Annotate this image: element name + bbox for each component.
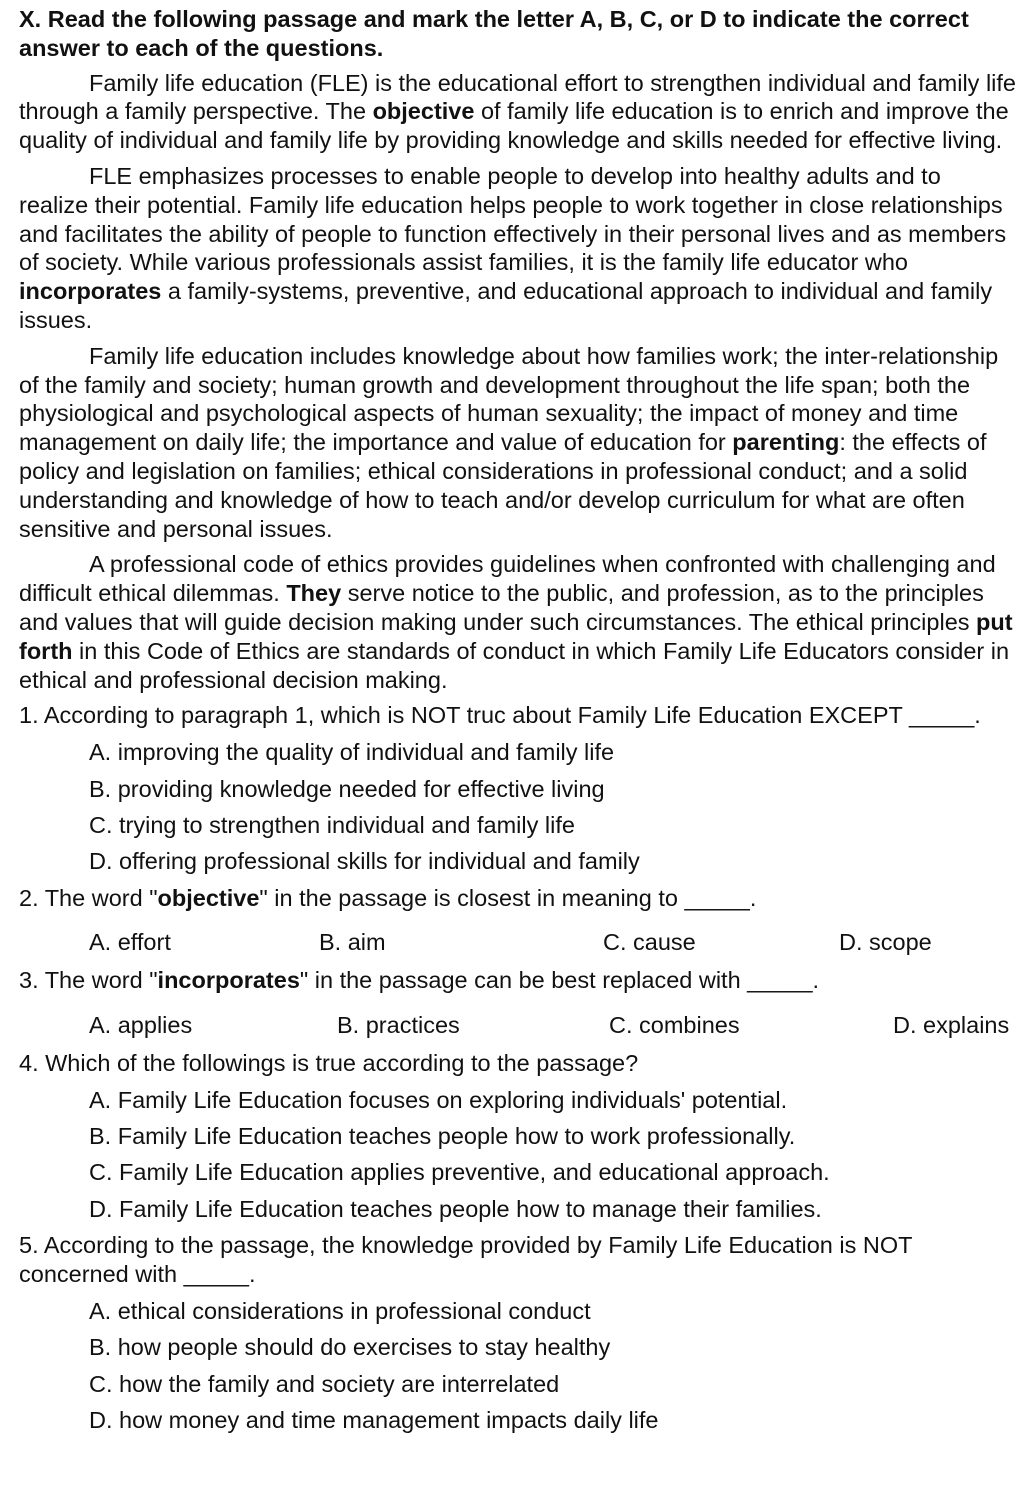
paragraph-text: A professional code of ethics provides guidelines when confronted with challenging and difficult ethical dilemmas. <box>19 551 996 607</box>
question-5 <box>19 1231 1016 1435</box>
option-d[interactable]: D. how money and time management impacts daily life <box>89 1407 659 1433</box>
option-c[interactable]: C. combines <box>609 1012 740 1039</box>
paragraph-text: FLE emphasizes processes to enable people to develop into healthy adults and to realize their potential. Family life education helps people to work together in close relationships and facilitates the ability of people to function effectively in their personal lives and as members of society. While various professionals assist families, it is the family life educator who <box>19 162 1007 276</box>
question-2 <box>19 884 1016 958</box>
option-b[interactable]: B. providing knowledge needed for effective living <box>89 775 605 802</box>
option-b[interactable]: B. how people should do exercises to stay healthy <box>89 1334 611 1361</box>
question-4 <box>19 1049 1016 1224</box>
section-instruction: X. Read the following passage and mark the letter A, B, C, or D to indicate the correct answer to each of the questions. <box>19 6 969 61</box>
passage-paragraph-2 <box>19 162 1016 335</box>
reading-passage <box>19 69 1016 695</box>
option-a[interactable]: A. ethical considerations in professional conduct <box>89 1297 591 1324</box>
stem-text: 2. The word " <box>19 884 158 911</box>
highlighted-word: objective <box>372 98 475 125</box>
paragraph-text: a family-systems, preventive, and educational approach to individual and family issues. <box>19 278 993 333</box>
stem-text: 3. The word " <box>19 967 158 994</box>
stem-text: " in the passage is closest in meaning to _____. <box>259 884 757 911</box>
option-a[interactable]: A. Family Life Education focuses on exploring individuals' potential. <box>89 1086 788 1113</box>
paragraph-text: Family life education includes knowledge about how families work; the inter-relationship of the family and society; human growth and development throughout the life span; both the physiological and psychological aspects of human sexuality; the impact of money and time management on daily life; the importance and value of education for <box>19 342 999 456</box>
option-d[interactable]: D. Family Life Education teaches people how to manage their families. <box>89 1195 822 1222</box>
question-stem: 4. Which of the followings is true according to the passage? <box>19 1049 639 1076</box>
passage-paragraph-1 <box>19 69 1016 155</box>
highlighted-word: put forth <box>19 608 1013 664</box>
option-d[interactable]: D. offering professional skills for individual and family <box>89 848 640 875</box>
options-row <box>19 1011 1016 1040</box>
option-a[interactable]: A. applies <box>89 1012 193 1039</box>
paragraph-text: of family life education is to enrich and improve the quality of individual and family life by providing knowledge and skills needed for effective living. <box>19 98 1009 154</box>
option-c[interactable]: C. cause <box>603 929 696 956</box>
options-row <box>19 928 1016 957</box>
question-stem <box>19 884 1016 913</box>
paragraph-text: serve notice to the public, and profession, as to the principles and values that will guide decision making under such circumstances. The ethical principles <box>19 580 984 635</box>
highlighted-word: incorporates <box>19 278 162 305</box>
question-1 <box>19 701 1016 876</box>
passage-paragraph-3 <box>19 342 1016 544</box>
option-a[interactable]: A. improving the quality of individual and family life <box>89 739 615 766</box>
highlighted-word: parenting <box>732 429 840 456</box>
option-b[interactable]: B. Family Life Education teaches people how to work professionally. <box>89 1123 796 1150</box>
option-d[interactable]: D. explains <box>893 1012 1010 1039</box>
question-stem: 5. According to the passage, the knowledge provided by Family Life Education is NOT concerned with _____. <box>19 1232 913 1288</box>
highlighted-word: They <box>286 580 342 607</box>
paragraph-text: : the effects of policy and legislation on families; ethical considerations in professional conduct; and a solid understanding and knowledge of how to teach and/or develop curriculum for what are often sensitive and personal issues. <box>19 429 987 542</box>
stem-keyword: incorporates <box>157 967 300 994</box>
option-d[interactable]: D. scope <box>839 929 932 956</box>
paragraph-text: in this Code of Ethics are standards of conduct in which Family Life Educators consider in ethical and professional decision making. <box>19 637 1010 693</box>
paragraph-text: Family life education (FLE) is the educational effort to strengthen individual and family life through a family perspective. The <box>19 69 1016 125</box>
option-b[interactable]: B. aim <box>319 929 386 956</box>
option-c[interactable]: C. Family Life Education applies preventive, and educational approach. <box>89 1159 830 1186</box>
option-a[interactable]: A. effort <box>89 929 171 956</box>
option-c[interactable]: C. how the family and society are interrelated <box>89 1370 560 1397</box>
question-stem: 1. According to paragraph 1, which is NOT truc about Family Life Education EXCEPT _____. <box>19 702 981 729</box>
stem-text: " in the passage can be best replaced with _____. <box>299 967 820 994</box>
option-b[interactable]: B. practices <box>337 1012 460 1039</box>
passage-paragraph-4 <box>19 550 1016 694</box>
option-c[interactable]: C. trying to strengthen individual and family life <box>89 811 575 838</box>
question-3 <box>19 966 1016 1040</box>
stem-keyword: objective <box>157 884 260 911</box>
question-stem <box>19 966 1016 995</box>
